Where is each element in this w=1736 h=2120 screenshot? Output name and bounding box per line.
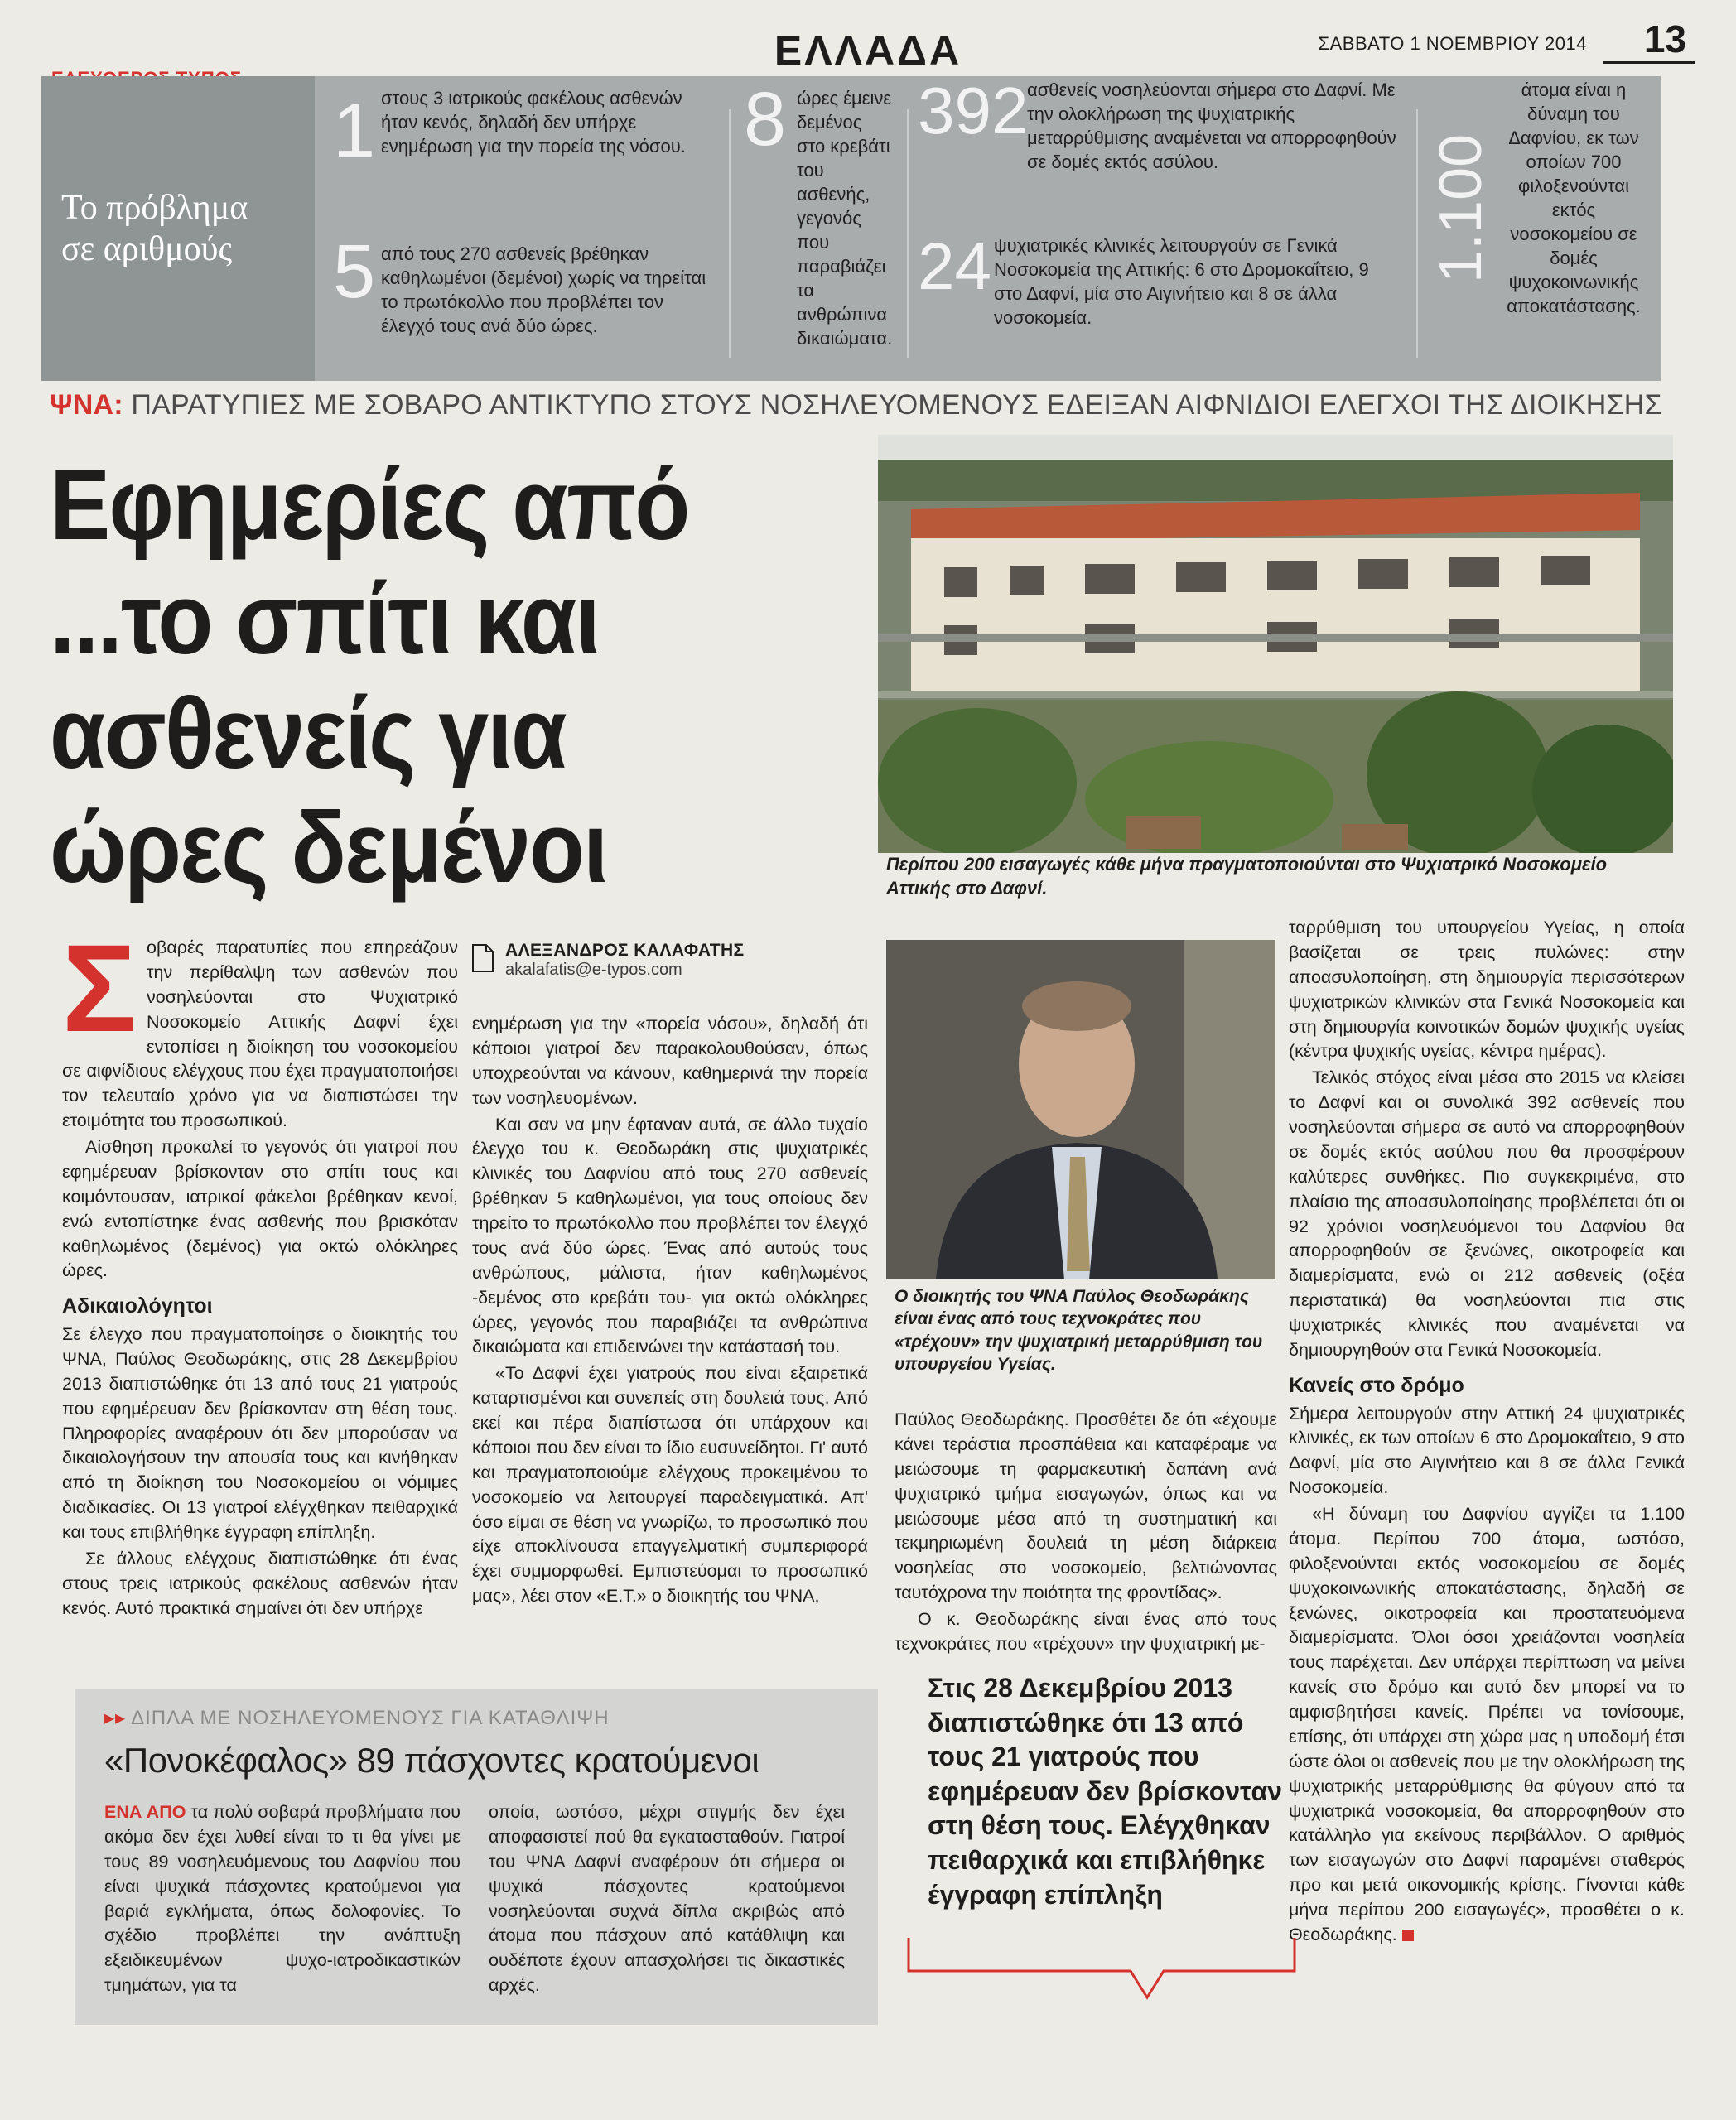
stat-text: από τους 270 ασθενείς βρέθηκαν καθηλωμένοι (δεμένοι) χωρίς να τηρείται το πρωτόκολλο που προβλέπει τον έλεγχό τους ανά δύο ώρες. [381,243,706,337]
portrait-photo [886,940,1275,1279]
kicker-tag: ΨΝΑ: [50,389,123,421]
sidebar-column [489,1800,845,2000]
page-number: 13 [1643,17,1686,60]
sidebar-box [75,1689,878,2025]
drop-cap: Σ [62,918,137,1058]
stats-divider [729,109,731,358]
stat-text: στους 3 ιατρικούς φακέλους ασθενών ήταν κενός, δηλαδή δεν υπήρχε ενημέρωση για την πορεία της νόσου. [381,88,686,157]
section-title: ΕΛΛΑΔΑ [774,27,962,74]
article-paragraph: Σε έλεγχο που πραγματοποίησε ο διοικητής του ΨΝΑ, Παύλος Θεοδωράκης, στις 28 Δεκεμβρίου 2013 διαπιστώθηκε ότι 13 από τους 21 γιατρούς που εφημέρευαν δεν βρίσκονταν στη θέση τους. Πληροφορίες αναφέρουν ότι δεν μπορούσαν να δικαιολογήσουν την απουσία τους και κινήθηκαν από τη διοίκηση του Νοσοκομείου οι νόμιμες διαδικασίες. Οι 13 γιατροί ελέγχθηκαν πειθαρχικά και τους επιβλήθηκε έγγραφη επίπληξη. [62,1324,458,1542]
sidebar-title: «Πονοκέφαλος» 89 πάσχοντες κρατούμενοι [104,1741,760,1780]
article-paragraph: Σήμερα λειτουργούν στην Αττική 24 ψυχιατρικές κλινικές, εκ των οποίων 6 στο Δρομοκαΐτειο, 9 στο Δαφνί, μία στο Αιγινήτειο και 8 σε άλλα Γενικά Νοσοκομεία. [1289,1403,1685,1498]
headline-line: Εφημερίες από [50,448,689,561]
stats-label-line1: Το πρόβλημα [61,188,248,227]
stat-number: 24 [918,229,991,303]
subheading: Αδικαιολόγητοι [62,1294,213,1318]
speech-bubble-icon [907,1938,1296,2008]
sidebar-text: οποία, ωστόσο, μέχρι στιγμής δεν έχει αποφασιστεί πού θα εγκατασταθούν. Γιατροί του ΨΝΑ Δαφνί αναφέρουν ότι σήμερα οι ψυχικά πάσχοντες κρατούμενοι νοσηλεύονται συχνά δίπλα ακριβώς από άτομα που πάσχουν από κατάθλιψη και ουδέποτε έχουν απασχολήσει τις δικαστικές αρχές. [489,1802,845,1996]
stats-divider [907,109,909,358]
sidebar-text: τα πολύ σοβαρά προβλήματα που ακόμα δεν έχει λυθεί είναι το τι θα γίνει με τους 89 νοσηλευόμενους του Δαφνίου που είναι ψυχικά πάσχοντες κρατούμενοι για βαριά εγκλήματα, όπως δολοφονίες. Το σχέδιο προβλέπει την ανάπτυξη εξειδικευμένων ψυχο-ιατροδικαστικών τμημάτων, για τα [104,1802,461,1996]
end-mark-icon [1402,1930,1414,1941]
headline [50,447,878,904]
stat-text: ασθενείς νοσηλεύονται σήμερα στο Δαφνί. Με την ολοκλήρωση της ψυχιατρικής μεταρρύθμισης αναμένεται να απορροφηθούν σε δομές εκτός ασύλου. [1027,80,1396,173]
stat-number: 1 [333,89,376,173]
article-paragraph: ταρρύθμιση του υπουργείου Υγείας, η οποία βασίζεται σε τρεις πυλώνες: στην αποασυλοποίηση, στη δημιουργία περισσότερων ψυχιατρικών κλινικών στα Γενικά Νοσοκομεία και στη δημιουργία κοινοτικών δομών ψυχικής υγείας (κέντρα ψυχικής υγείας, κέντρα ημέρας). [1289,918,1685,1062]
sidebar-kicker [104,1706,610,1730]
article-paragraph: Σε άλλους ελέγχους διαπιστώθηκε ότι ένας στους τρεις ιατρικούς φακέλους ασθενών ήταν κενός. Αυτό πρακτικά σημαίνει ότι δεν υπήρχε [62,1548,458,1618]
stats-label [41,76,315,381]
stat-text: ώρες έμεινε δεμένος στο κρεβάτι του ασθενής, γεγονός που παραβιάζει τα ανθρώπινα δικαιώματα. [797,88,893,349]
hospital-photo [878,435,1673,853]
headline-line: ...το σπίτι και [50,562,600,675]
article-paragraph: «Το Δαφνί έχει γιατρούς που είναι εξαιρετικά καταρτισμένοι και συνεπείς στη δουλειά τους. Από εκεί και πέρα διαπίστωσα ότι υπάρχουν και κάποιοι που δεν είναι το ίδιο ευσυνείδητοι. Γι' αυτό και πραγματοποιούμε ελέγχους προκειμένου το νοσοκομείο να λειτουργεί παραδειγματικά. Απ' όσο είμαι σε θέση να γνωρίζω, το προσωπικό που είχε αποκλίνουσα επαγγελματική συμπεριφορά έχει συμμορφωθεί. Εμπιστεύομαι το προσωπικό μας», λέει στον «Ε.Τ.» ο διοικητής του ΨΝΑ, [472,1363,868,1607]
stats-label-line2: σε αριθμούς [61,230,233,268]
stats-panel [41,76,1661,381]
byline [472,941,870,980]
article-paragraph: Ο κ. Θεοδωράκης είναι ένας από τους τεχνοκράτες που «τρέχουν» την ψυχιατρική με- [895,1609,1277,1654]
stat-number: 5 [333,229,376,314]
issue-date: ΣΑΒΒΑΤΟ 1 ΝΟΕΜΒΡΙΟΥ 2014 [1318,33,1587,54]
article-paragraph: Και σαν να μην έφταναν αυτά, σε άλλο τυχαίο έλεγχο του κ. Θεοδωράκη στις ψυχιατρικές κλινικές του Δαφνίου από τους 270 ασθενείς βρέθηκαν 5 καθηλωμένοι, για τους οποίους δεν τηρείτο το πρωτόκολλο που προβλέπει τον έλεγχό τους ανά δύο ώρες. Ένας από αυτούς τους ανθρώπους, μάλιστα, ήταν καθηλωμένος -δεμένος στο κρεβάτι του- για οκτώ ολόκληρες ώρες, γεγονός που παραβιάζει τα ανθρώπινα δικαιώματα και επιδεινώνει την κατάστασή του. [472,1114,868,1357]
article-paragraph: Αίσθηση προκαλεί το γεγονός ότι γιατροί που εφημέρευαν βρίσκονταν στο σπίτι τους και κοιμόντουσαν, ιατρικοί φάκελοι βρέθηκαν κενοί, ενώ εντοπίστηκε ένας ασθενής που βρισκόταν καθηλωμένος (δεμένος) για οκτώ ολόκληρες ώρες. [62,1137,458,1281]
stat-number: 392 [918,74,1029,147]
double-chevron-icon: ▸▸ [104,1707,127,1729]
author-email[interactable]: akalafatis@e-typos.com [505,961,682,979]
article-column [472,1012,868,1611]
stats-divider [1416,109,1418,358]
sidebar-kicker-text: ΔΙΠΛΑ ΜΕ ΝΟΣΗΛΕΥΟΜΕΝΟΥΣ ΓΙΑ ΚΑΤΑΘΛΙΨΗ [131,1707,610,1729]
stat-text: ψυχιατρικές κλινικές λειτουργούν σε Γενικά Νοσοκομεία της Αττικής: 6 στο Δρομοκαΐτειο, 9 στο Δαφνί, μία στο Αιγινήτειο και 8 σε άλλα νοσοκομεία. [994,235,1369,329]
article-column [895,1408,1277,1659]
photo-caption: Περίπου 200 εισαγωγές κάθε μήνα πραγματοποιούνται στο Ψυχιατρικό Νοσοκομείο Αττικής στο Δαφνί. [886,854,1608,899]
article-column [1289,916,1685,1949]
article-paragraph [1289,1502,1685,1948]
author-name: ΑΛΕΞΑΝΔΡΟΣ ΚΑΛΑΦΑΤΗΣ [505,941,745,960]
page-number-rule [1603,61,1695,64]
kicker-text: ΠΑΡΑΤΥΠΙΕΣ ΜΕ ΣΟΒΑΡΟ ΑΝΤΙΚΤΥΠΟ ΣΤΟΥΣ ΝΟΣΗΛΕΥΟΜΕΝΟΥΣ ΕΔΕΙΞΑΝ ΑΙΦΝΙΔΙΟΙ ΕΛΕΓΧΟΙ ΤΗΣ ΔΙΟΙΚΗΣΗΣ [131,389,1662,421]
stat-number: 1.100 [1428,133,1494,283]
stat-text: άτομα είναι η δύναμη του Δαφνίου, εκ των οποίων 700 φιλοξενούνται εκτός νοσοκομείου σε δομές ψυχοκοινωνικής αποκατάστασης. [1507,80,1641,317]
article-column [62,918,458,1623]
pull-quote: Στις 28 Δεκεμβρίου 2013 διαπιστώθηκε ότι 13 από τους 21 γιατρούς που εφημέρευαν δεν βρίσκονταν στη θέση τους. Ελέγχθηκαν πειθαρχικά και επιβλήθηκε έγγραφη επίπληξη [928,1673,1282,1910]
article-paragraph: Παύλος Θεοδωράκης. Προσθέτει δε ότι «έχουμε κάνει τεράστια προσπάθεια και καταφέραμε να μειώσουμε τη φαρμακευτική δαπάνη ανά ψυχιατρικό τμήμα εισαγωγών, όπως και να μειώσουμε μέσα από τη συστηματική και τεκμηριωμένη δουλειά τη μέση διάρκεια νοσηλείας στο νοσοκομείο, βελτιώνοντας ταυτόχρονα την ποιότητα της φροντίδας». [895,1409,1277,1603]
headline-line: ασθενείς για [50,677,566,789]
stat-number: 8 [744,77,787,161]
subheading: Κανείς στο δρόμο [1289,1373,1464,1397]
article-paragraph: οβαρές παρατυπίες που επηρεάζουν την περίθαλψη των ασθενών που νοσηλεύονται στο Ψυχιατρικό Νοσοκομείο Αττικής Δαφνί έχει εντοπίσει η διοίκηση του νοσοκομείου σε αιφνίδιους ελέγχους που έχει πραγματοποιήσει τον τελευταίο χρόνο για να διαπιστώσει την ετοιμότητα του προσωπικού. [62,937,458,1131]
portrait-caption: Ο διοικητής του ΨΝΑ Παύλος Θεοδωράκης είναι ένας από τους τεχνοκράτες που «τρέχουν» την ψυχιατρική μεταρρύθμιση του υπουργείου Υγείας. [895,1287,1263,1374]
article-paragraph: Τελικός στόχος είναι μέσα στο 2015 να κλείσει το Δαφνί και οι συνολικά 392 ασθενείς που νοσηλεύονται σήμερα σε αυτό να απορροφηθούν σε δομές εκτός ασύλου που θα προσφέρουν καλύτερες συνθήκες. Πιο συγκεκριμένα, στο πλαίσιο της αποασυλοποίησης προβλέπεται ότι οι 92 χρόνιοι νοσηλευόμενοι του Δαφνίου θα απορροφηθούν σε ξενώνες, οικοτροφεία και διαμερίσματα, ενώ οι 212 ασθενείς (οξέα περιστατικά) θα νοσηλεύονται πια στις ψυχιατρικές κλινικές που αναμένεται να δημιουργηθούν στα Γενικά Νοσοκομεία. [1289,1067,1685,1360]
sidebar-column [104,1800,461,2000]
headline-line: ώρες δεμένοι [50,791,607,903]
sidebar-leadin: ΕΝΑ ΑΠΟ [104,1802,186,1822]
article-paragraph: ενημέρωση για την «πορεία νόσου», δηλαδή ότι κάποιοι γιατροί δεν παρακολουθούσαν, όπως υποχρεούνται να κάνουν, καθημερινά την πορεία των νοσηλευομένων. [472,1014,868,1108]
kicker [50,389,1673,422]
closing-quote-text: «Η δύναμη του Δαφνίου αγγίζει τα 1.100 άτομα. Περίπου 700 άτομα, ωστόσο, φιλοξενούνται εκτός νοσοκομείου σε δομές ψυχοκοινωνικής αποκατάστασης, δηλαδή σε ξενώνες, οικοτροφεία και προστατευόμενα διαμερίσματα. Όλοι όσοι χρειάζονται νοσηλεία τους παρέχεται. Δεν υπάρχει περίπτωση να μείνει κανείς στο δρόμο και αυτό δεν μπορεί να το αμφισβητήσει κανείς. Πρέπει να τονίσουμε, επίσης, ότι υπάρχει στη χώρα μας η υποδομή έτσι ώστε όλοι οι ασθενείς που με την ολοκλήρωση της ψυχιατρικής μεταρρύθμισης θα φύγουν από τα ψυχιατρικά νοσοκομεία, θα απορροφηθούν στο κατάλληλο για εκείνους περιβάλλον. Ο αριθμός των εισαγωγών στο Δαφνί παραμένει σταθερός προ και μετά οικονομικής κρίσης. Γίνονται κάθε μήνα περίπου 200 εισαγωγές», προσθέτει ο κ. Θεοδωράκης. [1289,1504,1685,1944]
